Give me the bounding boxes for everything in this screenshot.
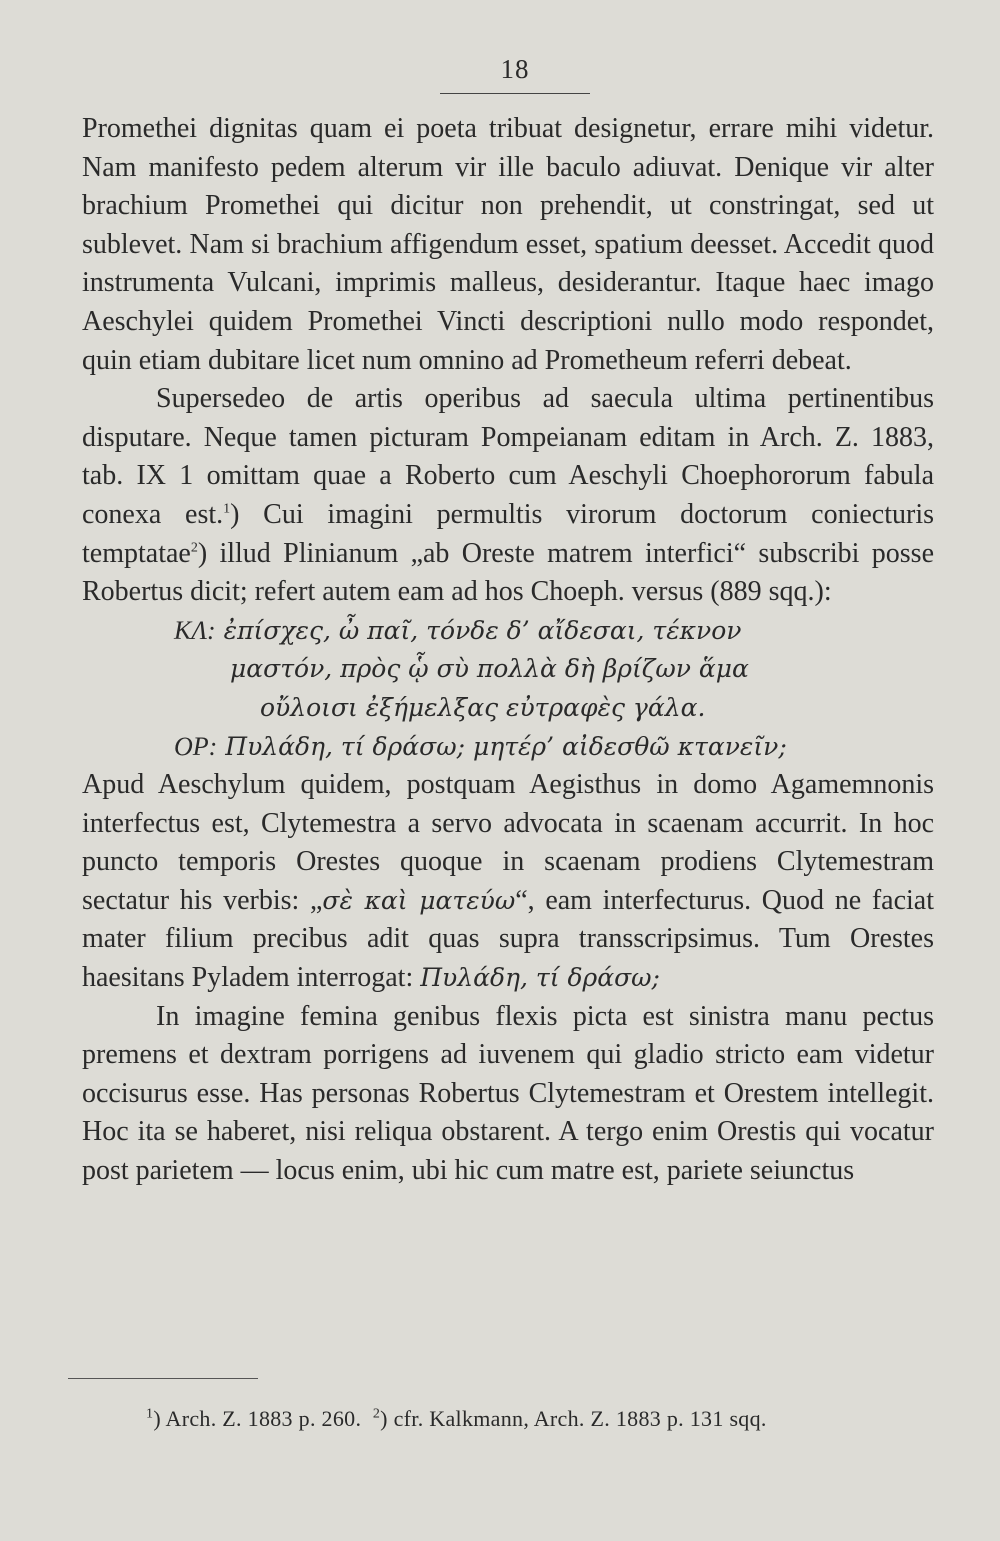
footnote-1-text: ) Arch. Z. 1883 p. 260. bbox=[153, 1406, 362, 1431]
footnote-rule bbox=[68, 1378, 258, 1379]
greek-phrase-1: σὲ καὶ ματεύω bbox=[322, 885, 516, 915]
paragraph-2-text-c: ) illud Plinianum „ab Oreste matrem interfici“ subscribi posse Robertus dicit; refert autem eam ad hos Choeph. versus (889 sqq.): bbox=[82, 537, 934, 608]
paragraph-3-text-b: “, eam interfecturus. Quod ne faciat mater filium precibus adit quas supra transscripsimus. Tum Orestes haesitans Pyladem interrogat: bbox=[82, 884, 934, 994]
page-number: 18 bbox=[500, 54, 530, 84]
footnote-2-text: ) cfr. Kalkmann, Arch. Z. 1883 p. 131 sqq. bbox=[380, 1406, 767, 1431]
quote-line-1-text: ἐπίσχες, ὦ παῖ, τόνδε δ’ αἴδεσαι, τέκνον bbox=[223, 615, 742, 645]
main-text bbox=[82, 110, 934, 1191]
footnote-ref-2: 2 bbox=[190, 540, 198, 556]
paragraph-4: In imagine femina genibus flexis picta est sinistra manu pectus premens et dextram porrigens ad iuvenem qui gladio stricto eam videtur occisurus esse. Has personas Robertus Clytemestram et Orestem intellegit. Hoc ita se haberet, nisi reliqua obstarent. A tergo enim Orestis qui vocatur post parietem — locus enim, ubi hic cum matre est, pariete seiunctus bbox=[82, 1000, 934, 1187]
footnotes bbox=[146, 1406, 926, 1432]
quote-line-4-text: Πυλάδη, τί δράσω; μητέρ’ αἰδεσθῶ κτανεῖν; bbox=[225, 731, 787, 761]
quote-line-3: οὔλοισι ἐξήμελξας εὐτραφὲς γάλα. bbox=[260, 692, 706, 722]
speaker-label-ka: ΚΛ: bbox=[174, 615, 216, 645]
paragraph-1: Promethei dignitas quam ei poeta tribuat designetur, errare mihi videtur. Nam manifesto pedem alterum vir ille baculo adiuvat. Denique vir alter brachium Promethei qui dicitur non prehendit, ut constringat, sed ut sublevet. Nam si brachium affigendum esset, spatium deesset. Accedit quod instrumenta Vulcani, imprimis malleus, desiderantur. Itaque haec imago Aeschylei quidem Promethei Vincti descriptioni nullo modo respondet, quin etiam dubitare licet num omnino ad Prometheum referri debeat. bbox=[82, 113, 934, 376]
page-number-rule bbox=[440, 93, 590, 94]
quote-line-1 bbox=[82, 612, 934, 651]
paragraph-2-text-a: Supersedeo de artis operibus ad saecula ultima pertinentibus disputare. Neque tamen picturam Pompeianam editam in Arch. Z. 1883, tab. IX 1 omittam quae a Roberto cum Aeschyli Choephororum fabula conexa est. bbox=[82, 383, 934, 530]
paragraph-3 bbox=[82, 766, 934, 998]
speaker-label-op: ΟΡ: bbox=[174, 731, 218, 761]
paragraph-2-text-b: ) Cui imagini permultis virorum doctorum coniecturis temptatae bbox=[82, 498, 934, 569]
paragraph-2 bbox=[82, 380, 934, 612]
greek-phrase-2: Πυλάδη, τί δράσω; bbox=[420, 963, 660, 993]
quote-line-2: μαστόν, πρὸς ᾧ σὺ πολλὰ δὴ βρίζων ἅμα bbox=[230, 654, 749, 684]
footnote-1-mark: 1 bbox=[146, 1406, 154, 1422]
paragraph-3-text-a: Apud Aeschylum quidem, postquam Aegisthus in domo Agamemnonis interfectus est, Clytemestra a servo advocata in scaenam accurrit. In hoc puncto temporis Orestes quoque in scaenam prodiens Clytemestram sectatur his verbis: „ bbox=[82, 769, 934, 916]
quote-line-4 bbox=[82, 728, 934, 767]
footnote-ref-1: 1 bbox=[223, 501, 231, 517]
greek-quotation bbox=[82, 612, 934, 766]
footnote-2-mark: 2 bbox=[372, 1406, 381, 1422]
